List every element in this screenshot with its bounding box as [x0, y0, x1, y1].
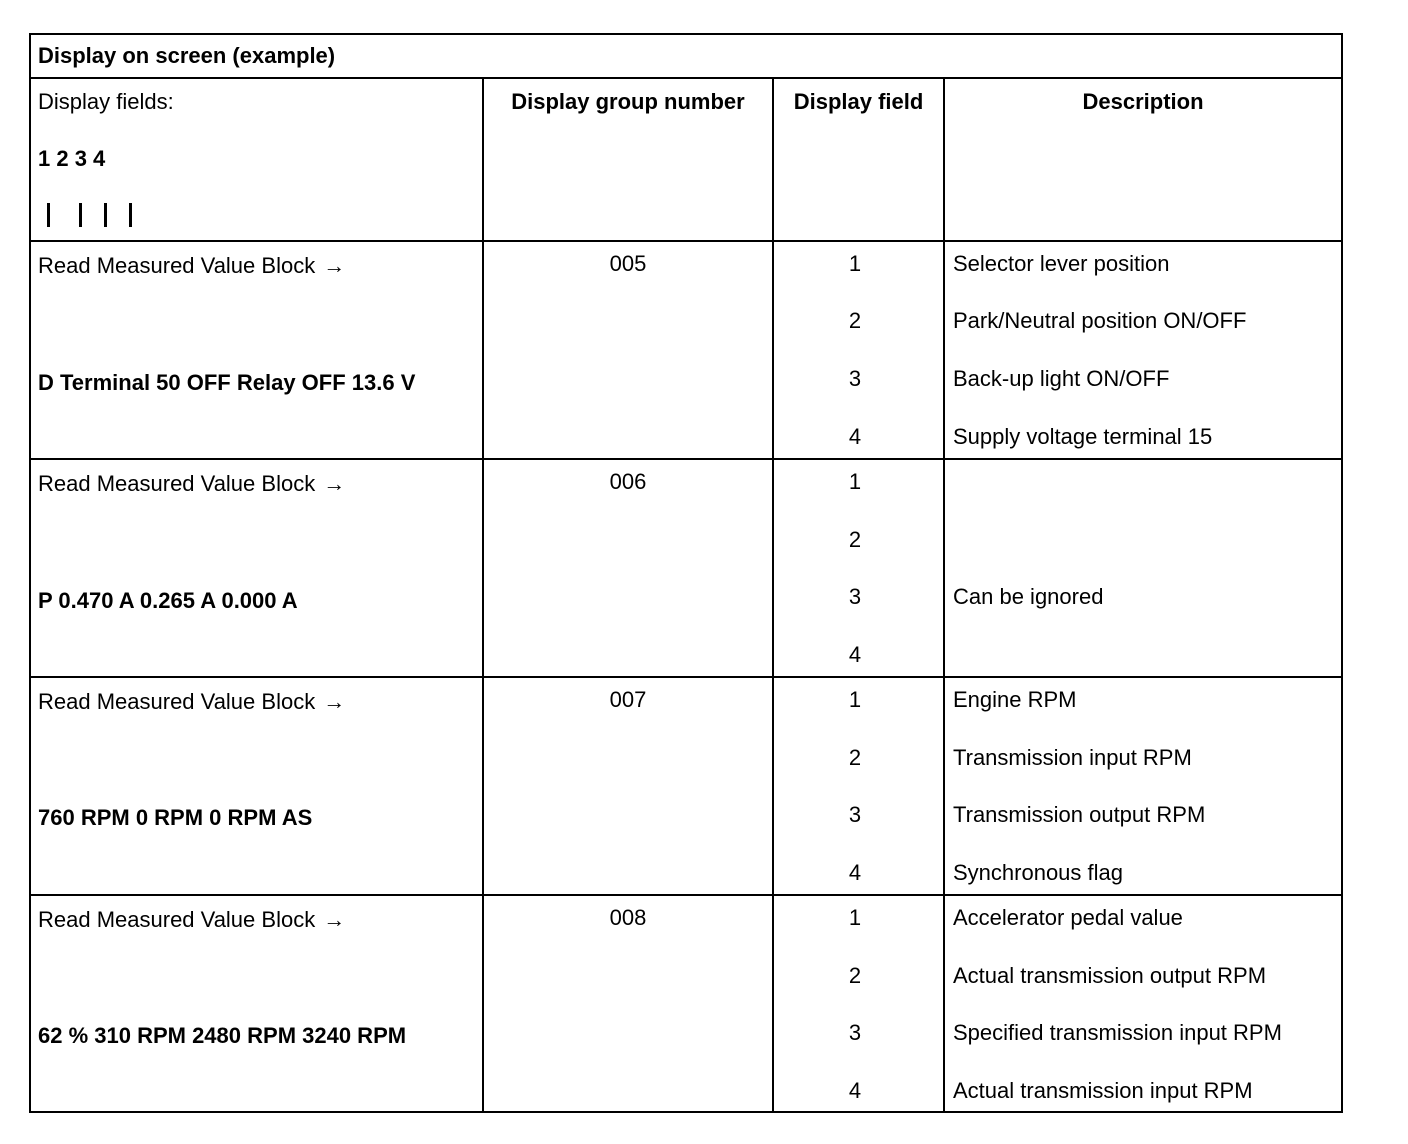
arrow-right-icon: → [323, 253, 346, 278]
field-number: 2 [848, 308, 862, 333]
column-divider [482, 77, 484, 1113]
group-number: 006 [609, 469, 647, 494]
field-number: 1 [848, 687, 862, 712]
group-number: 007 [609, 687, 647, 712]
field-description: Supply voltage terminal 15 [953, 424, 1213, 449]
field-number: 2 [848, 527, 862, 552]
column-divider [943, 77, 945, 1113]
field-description: Can be ignored [953, 584, 1104, 609]
field-number: 4 [848, 424, 862, 449]
row-label [38, 253, 345, 279]
divider [29, 77, 1343, 79]
field-number: 4 [848, 642, 862, 667]
field-description: Accelerator pedal value [953, 905, 1183, 930]
field-number: 1 [848, 251, 862, 276]
arrow-right-icon: → [323, 471, 346, 496]
field-description: Engine RPM [953, 687, 1077, 712]
field-number: 4 [848, 860, 862, 885]
table-title: Display on screen (example) [38, 43, 336, 68]
field-description: Park/Neutral position ON/OFF [953, 308, 1247, 333]
row-label-text: Read Measured Value Block [38, 253, 316, 278]
row-label [38, 907, 345, 933]
field-description: Transmission input RPM [953, 745, 1192, 770]
field-description: Selector lever position [953, 251, 1170, 276]
field-description: Actual transmission output RPM [953, 963, 1267, 988]
field-description: Actual transmission input RPM [953, 1078, 1253, 1103]
divider [29, 894, 1343, 896]
display-table [29, 33, 1343, 1113]
row-label [38, 689, 345, 715]
arrow-right-icon: → [323, 907, 346, 932]
col-header-group: Display group number [511, 89, 745, 114]
group-number: 005 [609, 251, 647, 276]
field-marker [47, 203, 50, 227]
display-fields-label: Display fields: [38, 89, 174, 114]
field-marker [129, 203, 132, 227]
col-header-description: Description [1082, 89, 1204, 114]
field-description: Specified transmission input RPM [953, 1020, 1282, 1045]
field-marker [104, 203, 107, 227]
field-number: 3 [848, 1020, 862, 1045]
divider [29, 240, 1343, 242]
field-number: 3 [848, 584, 862, 609]
arrow-right-icon: → [323, 689, 346, 714]
field-number: 3 [848, 802, 862, 827]
row-label-text: Read Measured Value Block [38, 689, 316, 714]
row-reading: 760 RPM 0 RPM 0 RPM AS [38, 805, 313, 830]
field-description: Back-up light ON/OFF [953, 366, 1170, 391]
row-label-text: Read Measured Value Block [38, 907, 316, 932]
row-reading: P 0.470 A 0.265 A 0.000 A [38, 588, 298, 613]
field-numbers: 1 2 3 4 [38, 146, 106, 171]
field-number: 3 [848, 366, 862, 391]
row-label-text: Read Measured Value Block [38, 471, 316, 496]
field-description: Transmission output RPM [953, 802, 1206, 827]
field-marker [79, 203, 82, 227]
divider [29, 676, 1343, 678]
row-reading: D Terminal 50 OFF Relay OFF 13.6 V [38, 370, 416, 395]
field-number: 4 [848, 1078, 862, 1103]
divider [29, 458, 1343, 460]
col-header-field: Display field [793, 89, 924, 114]
row-label [38, 471, 345, 497]
group-number: 008 [609, 905, 647, 930]
row-reading: 62 % 310 RPM 2480 RPM 3240 RPM [38, 1023, 407, 1048]
field-number: 2 [848, 963, 862, 988]
field-description: Synchronous flag [953, 860, 1123, 885]
field-number: 2 [848, 745, 862, 770]
field-number: 1 [848, 469, 862, 494]
field-number: 1 [848, 905, 862, 930]
